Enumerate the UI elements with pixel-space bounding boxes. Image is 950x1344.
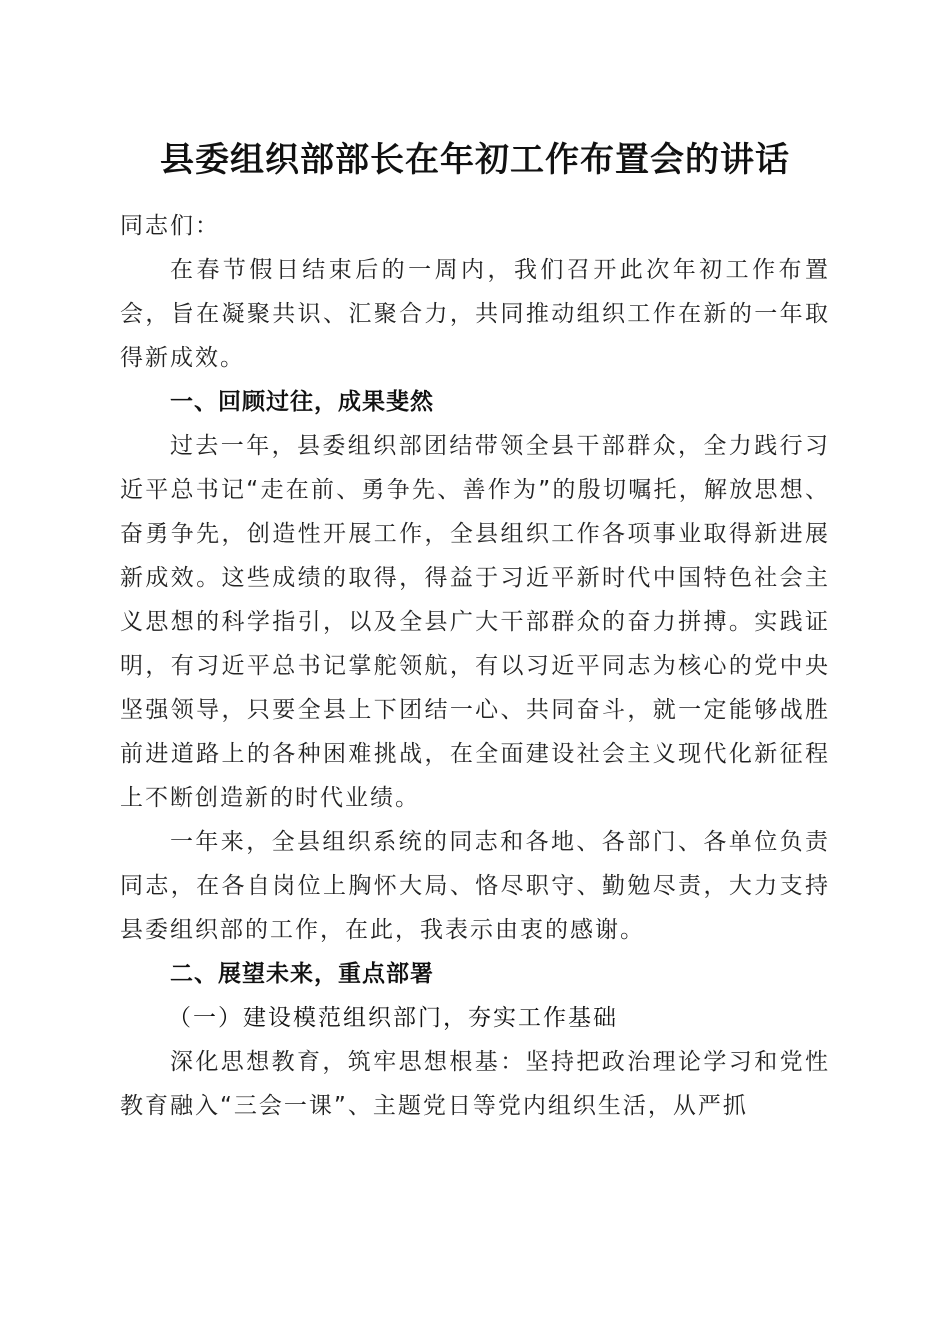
section-2-heading: 二、展望未来，重点部署 — [170, 961, 434, 987]
section-1-paragraph-2: 一年来，全县组织系统的同志和各地、各部门、各单位负责同志，在各自岗位上胸怀大局、恪尽职守、勤勉尽责，大力支持县委组织部的工作，在此，我表示由衷的感谢。 — [120, 829, 830, 943]
section-1-heading: 一、回顾过往，成果斐然 — [170, 389, 434, 415]
document-body — [120, 200, 830, 1128]
section-2-sub-1-paragraph-1: 深化思想教育，筑牢思想根基：坚持把政治理论学习和党性教育融入“三会一课”、主题党日等党内组织生活，从严抓 — [120, 1049, 830, 1119]
document-title: 县委组织部部长在年初工作布置会的讲话 — [160, 140, 790, 180]
intro-paragraph: 在春节假日结束后的一周内，我们召开此次年初工作布置会，旨在凝聚共识、汇聚合力，共同推动组织工作在新的一年取得新成效。 — [120, 257, 830, 371]
section-1-paragraph-1: 过去一年，县委组织部团结带领全县干部群众，全力践行习近平总书记“走在前、勇争先、善作为”的殷切嘱托，解放思想、奋勇争先，创造性开展工作，全县组织工作各项事业取得新进展新成效。这些成绩的取得，得益于习近平新时代中国特色社会主义思想的科学指引，以及全县广大干部群众的奋力拼搏。实践证明，有习近平总书记掌舵领航，有以习近平同志为核心的党中央坚强领导，只要全县上下团结一心、共同奋斗，就一定能够战胜前进道路上的各种困难挑战，在全面建设社会主义现代化新征程上不断创造新的时代业绩。 — [120, 433, 830, 811]
salutation: 同志们： — [120, 213, 220, 239]
section-2-subheading-1: （一）建设模范组织部门，夯实工作基础 — [168, 1005, 618, 1031]
